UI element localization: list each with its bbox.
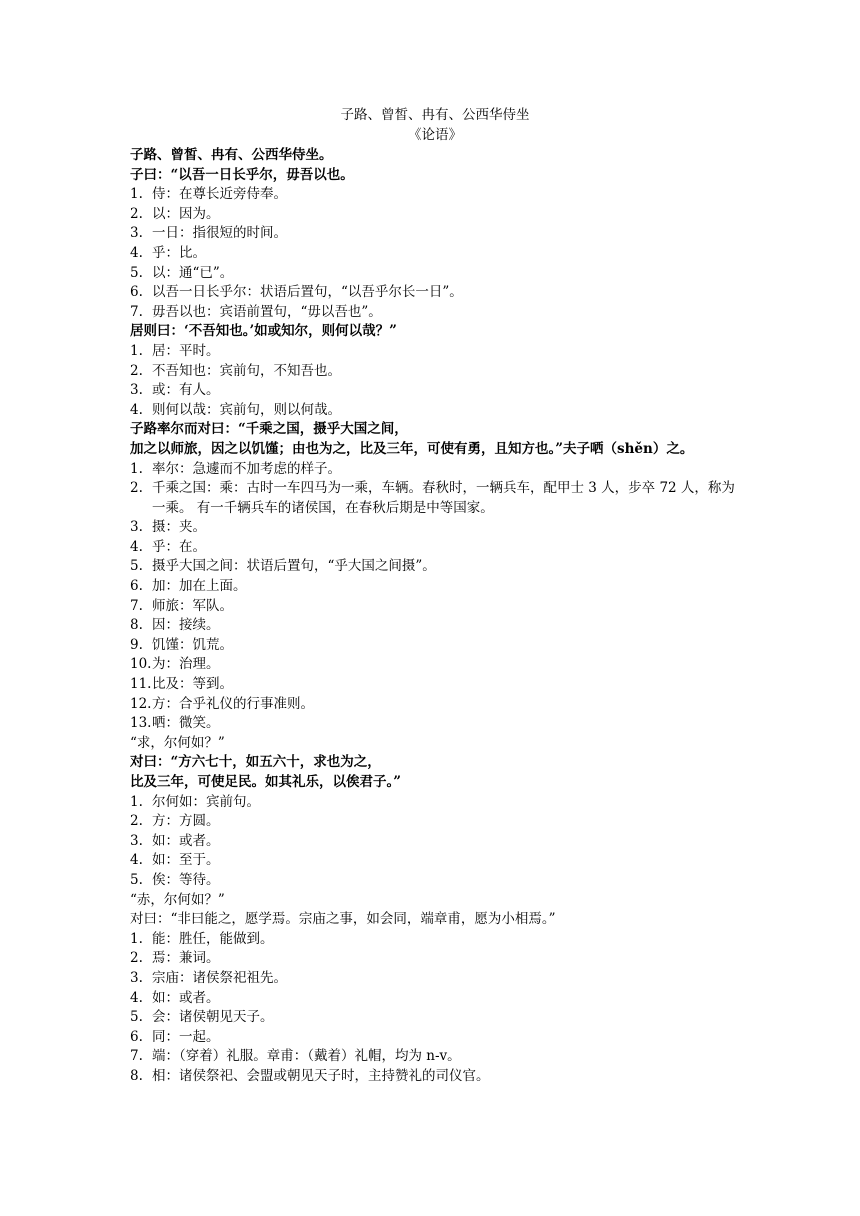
annotation-text: 居：平时。 (152, 342, 220, 359)
annotation-item (130, 479, 740, 518)
annotation-item (130, 714, 740, 734)
annotation-number: 6. (130, 284, 143, 301)
annotation-item (130, 930, 740, 950)
annotation-item (130, 616, 740, 636)
annotation-number: 3. (130, 519, 143, 536)
annotation-item (130, 557, 740, 577)
annotation-item (130, 1008, 740, 1028)
annotation-number: 7. (130, 1048, 143, 1065)
annotation-text: 率尔：急遽而不加考虑的样子。 (152, 460, 341, 477)
annotation-item (130, 205, 740, 225)
annotation-text: 摄：夹。 (152, 519, 206, 536)
annotation-text: 侍：在尊长近旁侍奉。 (152, 186, 287, 203)
annotation-number: 3. (130, 225, 143, 242)
annotation-text: 俟：等待。 (152, 871, 220, 888)
annotation-number: 2. (130, 950, 143, 967)
annotation-number: 10. (130, 656, 152, 673)
annotation-item (130, 675, 740, 695)
annotation-item (130, 655, 740, 675)
annotation-text: 同：一起。 (152, 1028, 220, 1045)
annotation-item (130, 185, 740, 205)
original-text-line: 子曰：“以吾一日长乎尔，毋吾以也。 (130, 166, 354, 183)
text-line: “赤，尔何如？” (130, 891, 225, 908)
annotation-text: 师旅：军队。 (152, 597, 233, 614)
annotation-text: 乎：在。 (152, 538, 206, 555)
annotation-item (130, 460, 740, 480)
annotation-text: 不吾知也：宾前句，不知吾也。 (152, 362, 341, 379)
annotation-item (130, 989, 740, 1009)
annotation-item (130, 224, 740, 244)
annotation-number: 2. (130, 480, 143, 497)
annotation-number: 2. (130, 362, 143, 379)
annotation-text: 焉：兼词。 (152, 950, 220, 967)
annotation-text: 以吾一日长乎尔：状语后置句，“以吾乎尔长一日”。 (152, 284, 463, 301)
annotation-text: 以：因为。 (152, 205, 220, 222)
annotation-number: 8. (130, 1067, 143, 1084)
annotation-item (130, 303, 740, 323)
annotation-number: 6. (130, 1028, 143, 1045)
annotation-item (130, 244, 740, 264)
annotation-number: 5. (130, 871, 143, 888)
annotation-text: 哂：微笑。 (152, 715, 220, 732)
annotation-number: 3. (130, 832, 143, 849)
annotation-item (130, 264, 740, 284)
annotation-number: 6. (130, 578, 143, 595)
annotation-text: 加：加在上面。 (152, 578, 247, 595)
annotation-number: 8. (130, 617, 143, 634)
annotation-number: 1. (130, 930, 143, 947)
annotation-text: 如：或者。 (152, 989, 220, 1006)
annotation-text: 方：方圆。 (152, 813, 220, 830)
annotation-text: 方：合乎礼仪的行事准则。 (152, 695, 314, 712)
original-text-line: 子路、曾皙、冉有、公西华侍坐。 (130, 147, 333, 163)
annotation-text: 比及：等到。 (152, 676, 233, 693)
annotation-number: 7. (130, 597, 143, 614)
text-line: “求，尔何如？” (130, 734, 225, 751)
annotation-number: 1. (130, 460, 143, 477)
annotation-item (130, 949, 740, 969)
annotation-item (130, 695, 740, 715)
annotation-text: 千乘之国：乘：古时一车四马为一乘，车辆。春秋时，一辆兵车，配甲士 3 人，步卒 72 人，称为一乘。 有一千辆兵车的诸侯国，在春秋后期是中等国家。 (152, 480, 735, 516)
annotation-text: 端：（穿着）礼服。章甫：（戴着）礼帽，均为 n-v。 (152, 1048, 461, 1065)
annotation-text: 如：至于。 (152, 852, 220, 869)
document-body (130, 146, 740, 1087)
original-text-line: 对曰：“方六七十，如五六十，求也为之， (130, 754, 381, 771)
annotation-item (130, 1028, 740, 1048)
original-text-line: 居则曰：‘不吾知也。’如或知尔，则何以哉？” (130, 323, 397, 340)
annotation-item (130, 812, 740, 832)
annotation-item (130, 342, 740, 362)
annotation-text: 宗庙：诸侯祭祀祖先。 (152, 969, 287, 986)
annotation-item (130, 577, 740, 597)
annotation-number: 12. (130, 695, 152, 712)
annotation-number: 9. (130, 636, 143, 653)
original-text-line: 加之以师旅，因之以饥馑；由也为之，比及三年，可使有勇，且知方也。”夫子哂（shěn）之。 (130, 440, 694, 457)
annotation-item (130, 597, 740, 617)
annotation-text: 毋吾以也：宾语前置句，“毋以吾也”。 (152, 303, 382, 320)
annotation-text: 为：治理。 (152, 656, 220, 673)
annotation-item (130, 283, 740, 303)
annotation-number: 5. (130, 1009, 143, 1026)
annotation-number: 5. (130, 264, 143, 281)
annotation-item (130, 851, 740, 871)
annotation-item (130, 401, 740, 421)
annotation-item (130, 793, 740, 813)
annotation-number: 4. (130, 852, 143, 869)
annotation-item (130, 362, 740, 382)
annotation-number: 1. (130, 342, 143, 359)
annotation-text: 或：有人。 (152, 382, 220, 399)
annotation-item (130, 832, 740, 852)
document-source: 《论语》 (408, 127, 462, 143)
annotation-item (130, 871, 740, 891)
annotation-text: 则何以哉：宾前句，则以何哉。 (152, 401, 341, 418)
annotation-item (130, 636, 740, 656)
original-text-line: 子路率尔而对曰：“千乘之国，摄乎大国之间， (130, 421, 408, 438)
annotation-item (130, 1067, 740, 1087)
annotation-text: 如：或者。 (152, 832, 220, 849)
annotation-item (130, 1047, 740, 1067)
annotation-number: 7. (130, 303, 143, 320)
annotation-text: 因：接续。 (152, 617, 220, 634)
annotation-number: 5. (130, 558, 143, 575)
annotation-number: 13. (130, 715, 152, 732)
annotation-text: 饥馑：饥荒。 (152, 636, 233, 653)
document-title: 子路、曾皙、冉有、公西华侍坐 (340, 107, 530, 123)
original-text-line: 比及三年，可使足民。如其礼乐，以俟君子。” (130, 774, 402, 790)
annotation-item (130, 518, 740, 538)
annotation-number: 4. (130, 244, 143, 261)
annotation-number: 4. (130, 989, 143, 1006)
text-line: 对曰：“非曰能之，愿学焉。宗庙之事，如会同，端章甫，愿为小相焉。” (130, 911, 556, 928)
annotation-number: 2. (130, 205, 143, 222)
annotation-number: 3. (130, 969, 143, 986)
annotation-number: 4. (130, 538, 143, 555)
annotation-item (130, 969, 740, 989)
annotation-number: 1. (130, 793, 143, 810)
annotation-text: 能：胜任，能做到。 (152, 930, 274, 947)
annotation-text: 会：诸侯朝见天子。 (152, 1009, 274, 1026)
annotation-number: 11. (130, 676, 152, 693)
annotation-number: 1. (130, 186, 143, 203)
annotation-text: 乎：比。 (152, 244, 206, 261)
annotation-text: 相：诸侯祭祀、会盟或朝见天子时，主持赞礼的司仪官。 (152, 1067, 490, 1084)
title-block (130, 105, 740, 145)
annotation-text: 一日：指很短的时间。 (152, 225, 287, 242)
annotation-item (130, 538, 740, 558)
annotation-number: 2. (130, 813, 143, 830)
annotation-number: 4. (130, 401, 143, 418)
annotation-item (130, 381, 740, 401)
annotation-text: 以：通“已”。 (152, 264, 234, 281)
annotation-text: 尔何如：宾前句。 (152, 793, 260, 810)
annotation-number: 3. (130, 382, 143, 399)
annotation-text: 摄乎大国之间：状语后置句，“乎大国之间摄”。 (152, 558, 436, 575)
